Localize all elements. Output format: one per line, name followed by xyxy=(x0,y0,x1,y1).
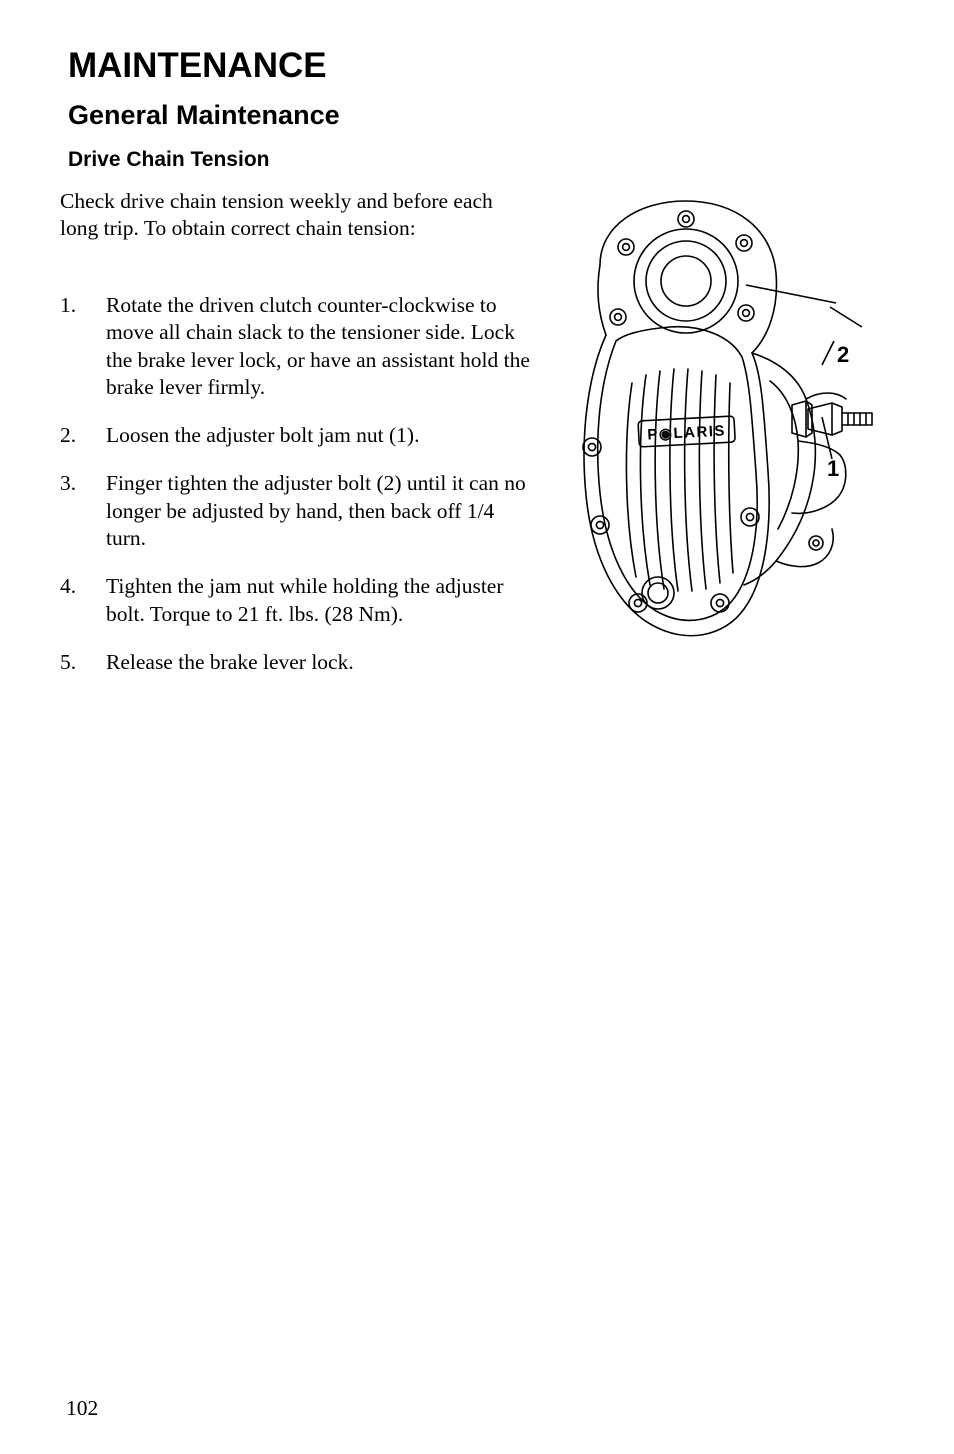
step-number: 2. xyxy=(60,423,77,448)
callout-leader-lines xyxy=(746,285,862,459)
list-item xyxy=(60,649,530,676)
callout-label-2: 2 xyxy=(837,342,850,367)
chapter-title: MAINTENANCE xyxy=(68,46,327,85)
step-number: 5. xyxy=(60,649,77,674)
list-item xyxy=(60,573,530,628)
chaincase-diagram-svg xyxy=(540,185,920,675)
page-number: 102 xyxy=(66,1396,99,1420)
list-item xyxy=(60,292,530,401)
step-text: Tighten the jam nut while holding the adjuster bolt. Torque to 21 ft. lbs. (28 Nm). xyxy=(106,574,504,626)
step-text: Rotate the driven clutch counter-clockwise to move all chain slack to the tensioner side. Lock the brake lever lock, or have an assistant hold the brake lever firmly. xyxy=(106,293,530,399)
list-item xyxy=(60,470,530,552)
polaris-brand-text: P◉LARIS xyxy=(647,422,727,444)
step-number: 1. xyxy=(60,293,77,317)
step-text: Release the brake lever lock. xyxy=(106,649,354,674)
step-text: Finger tighten the adjuster bolt (2) until it can no longer be adjusted by hand, then back off 1/4 turn. xyxy=(106,471,526,551)
step-number: 3. xyxy=(60,471,77,496)
step-number: 4. xyxy=(60,574,77,599)
polaris-badge xyxy=(638,416,735,447)
subsection-title: Drive Chain Tension xyxy=(68,148,270,171)
callout-label-1: 1 xyxy=(827,456,840,481)
intro-paragraph: Check drive chain tension weekly and before each long trip. To obtain correct chain tension: xyxy=(60,189,493,241)
list-item xyxy=(60,422,530,449)
step-text: Loosen the adjuster bolt jam nut (1). xyxy=(106,423,420,448)
section-title: General Maintenance xyxy=(68,100,340,130)
chaincase-illustration xyxy=(540,185,920,675)
procedure-steps-list xyxy=(60,292,530,697)
